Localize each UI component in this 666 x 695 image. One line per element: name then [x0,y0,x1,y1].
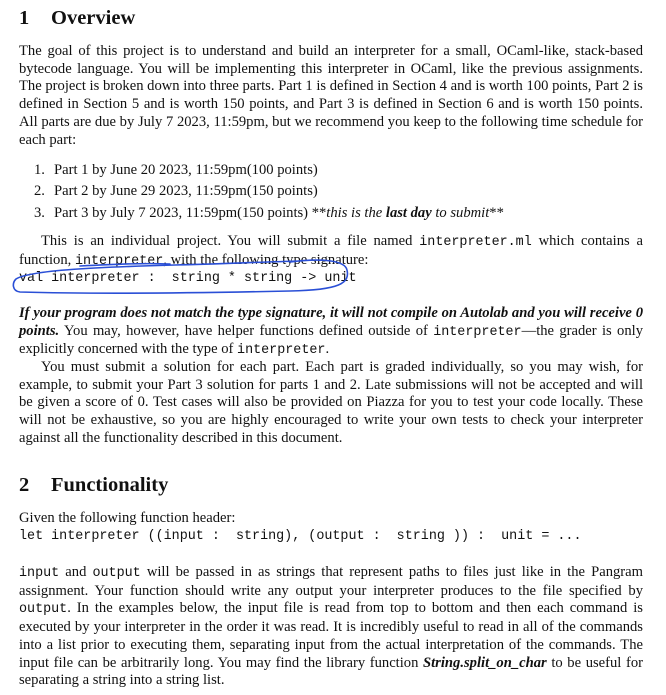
functionality-description: input and output will be passed in as strings that represent paths to files just like in the Pangram assignment. Your function should write any output your interpreter produces to the file specified by output. In the examples below, the input file is read from top to bottom and then each command is executed by your interpreter in the order it was read. It is incredibly useful to read in all of the commands into a list prior to executing them, separating input from the actual interpretation of the commands. The input file can be arbitrarily long. You may find the library function String.split_on_char to be useful for separating a string into a string list. [19,564,643,689]
function-name-code: interpreter [74,253,164,269]
schedule-item: 3. Part 3 by July 7 2023, 11:59pm(150 points) **this is the last day to submit** [34,205,504,221]
type-signature-code: val interpreter : string * string -> unit [19,271,357,286]
warning-emphasis: If your program does not match the type signature, it will not compile on Autolab and you will receive 0 points. [19,305,643,339]
schedule-item: 2. Part 2 by June 29 2023, 11:59pm(150 points) [34,183,318,199]
library-function-name: String.split_on_char [423,654,547,671]
section-heading-overview [19,6,135,30]
individual-project-paragraph: This is an individual project. You will submit a file named interpreter.ml which contains a function, interpreter, with the following type signature: [19,233,643,269]
section-heading-functionality [19,473,168,497]
function-header-code: let interpreter ((input : string), (output : string )) : unit = ... [19,529,582,544]
schedule-note: **this is the last day to submit** [311,205,504,221]
overview-intro-paragraph: The goal of this project is to understand and build an interpreter for a small, OCaml-like, stack-based bytecode language. You will be implementing this interpreter in OCaml, like the previous assignments. The project is broken down into three parts. Part 1 is defined in Section 4 and is worth 100 points, Part 2 is defined in Section 5 and is worth 150 points, and Part 3 is defined in Section 6 and is worth 150 points. All parts are due by July 7 2023, 11:59pm, but we recommend you keep to the following time schedule for each part: [19,43,643,148]
header-intro: Given the following function header: [19,510,236,526]
submission-paragraph: You must submit a solution for each part. Each part is graded individually, so you may wish, for example, to submit your Part 3 solution for parts 1 and 2. Late submissions will not be accepted and will be given a score of 0. Test cases will also be provided on Piazza for you to test your code locally. These will not be exhaustive, so you are highly encouraged to write your own tests to check your interpreter against all the functionality described in this document. [19,359,643,446]
schedule-item: 1. Part 1 by June 20 2023, 11:59pm(100 points) [34,162,318,178]
section-title: Functionality [51,474,169,496]
section-number: 1 [19,7,30,29]
warning-paragraph: If your program does not match the type signature, it will not compile on Autolab and you will receive 0 points. You may, however, have helper functions defined outside of interpreter—the grader is only explicitly concerned with the type of interpreter. [19,305,643,359]
section-title: Overview [51,7,136,29]
filename-code: interpreter.ml [419,235,532,250]
section-number: 2 [19,474,30,496]
